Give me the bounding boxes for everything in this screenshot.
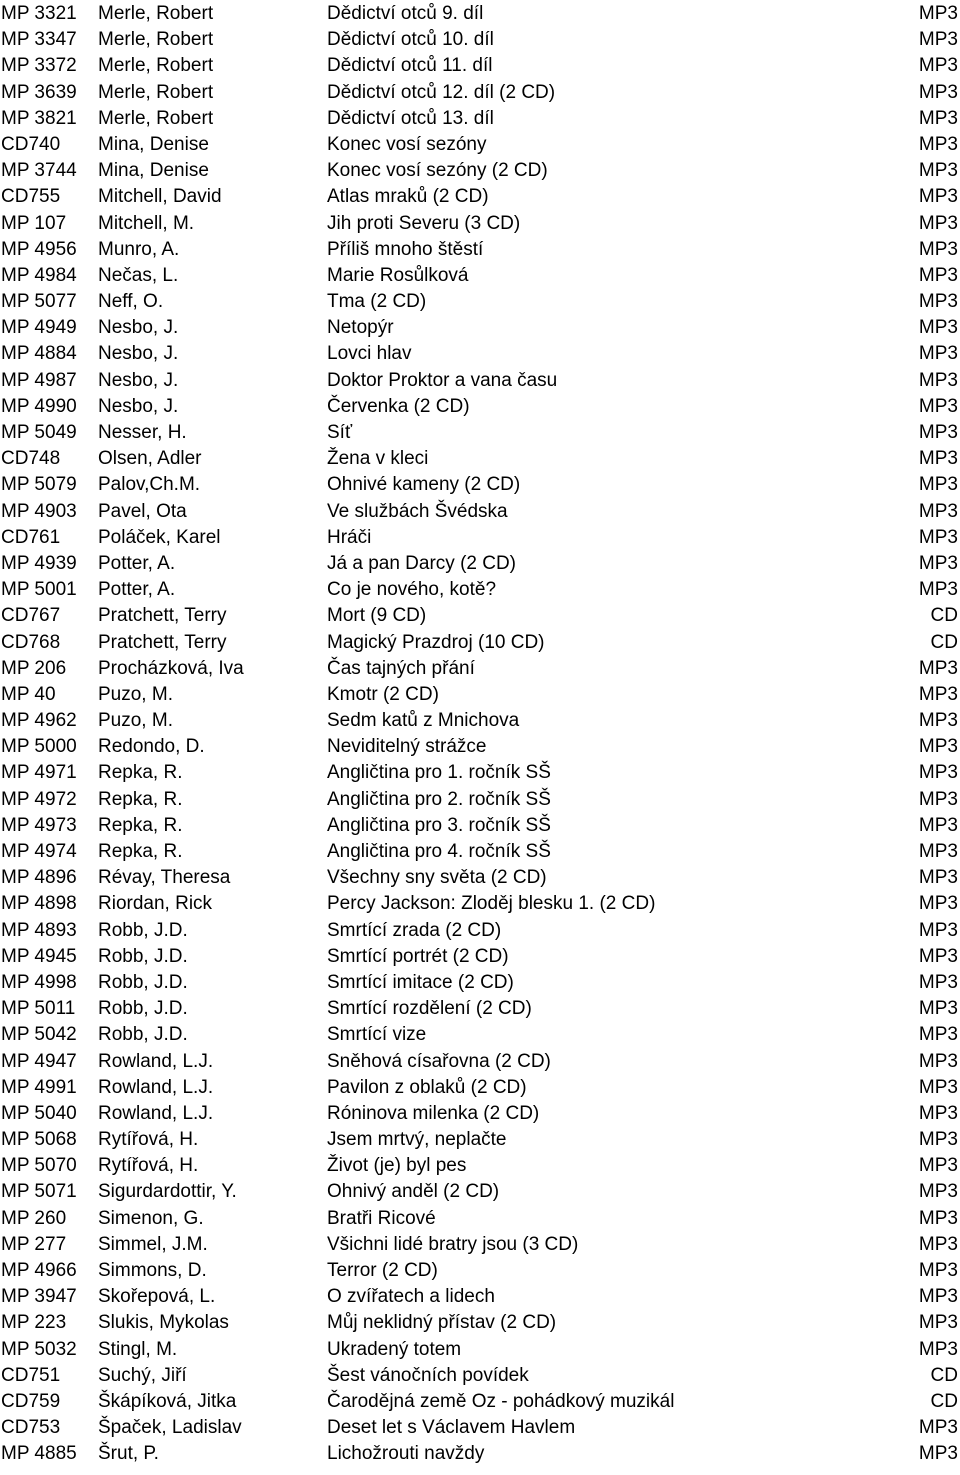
item-title: Čarodějná země Oz - pohádkový muzikál [327, 1390, 675, 1412]
item-format: MP3 [918, 1024, 958, 1046]
item-author: Palov,Ch.M. [98, 474, 201, 496]
list-item [0, 368, 960, 394]
list-item [0, 1, 960, 27]
item-format: MP3 [918, 710, 958, 732]
item-format: MP3 [918, 893, 958, 915]
list-item [0, 1363, 960, 1389]
item-title: Smrtící rozdělení (2 CD) [327, 998, 532, 1020]
item-author: Merle, Robert [98, 55, 214, 77]
list-item [0, 865, 960, 891]
item-title: Já a pan Darcy (2 CD) [327, 552, 517, 574]
item-format: MP3 [918, 1129, 958, 1151]
list-item [0, 1310, 960, 1336]
item-author: Poláček, Karel [98, 526, 221, 548]
item-title: Ohnivé kameny (2 CD) [327, 474, 521, 496]
item-code: MP 4947 [1, 1050, 77, 1072]
item-code: MP 5011 [1, 998, 76, 1020]
item-code: MP 206 [1, 657, 67, 679]
item-code: MP 4973 [1, 814, 77, 836]
item-title: Angličtina pro 4. ročník SŠ [327, 841, 551, 862]
item-title: Smrtící portrét (2 CD) [327, 945, 509, 967]
list-item [0, 996, 960, 1022]
item-author: Potter, A. [98, 552, 176, 574]
list-item [0, 341, 960, 367]
item-title: Sedm katů z Mnichova [327, 710, 520, 732]
item-code: MP 5040 [1, 1102, 77, 1124]
item-code: MP 4896 [1, 867, 77, 889]
item-author: Merle, Robert [98, 107, 214, 129]
list-item [0, 237, 960, 263]
item-code: MP 5032 [1, 1338, 77, 1360]
item-code: MP 4998 [1, 971, 77, 993]
item-code: MP 3347 [1, 29, 77, 51]
list-item [0, 760, 960, 786]
item-format: MP3 [918, 238, 958, 260]
item-code: MP 5049 [1, 422, 77, 443]
item-format: MP3 [918, 762, 958, 784]
item-code: MP 223 [1, 1312, 67, 1334]
list-item [0, 551, 960, 577]
item-format: MP3 [918, 579, 958, 601]
item-code: MP 107 [1, 212, 67, 234]
item-code: MP 4971 [1, 762, 77, 784]
item-title: Jih proti Severu (3 CD) [327, 212, 521, 234]
item-format: MP3 [918, 448, 958, 470]
item-author: Puzo, M. [98, 683, 173, 705]
item-title: Šest vánočních povídek [327, 1364, 529, 1386]
list-item [0, 289, 960, 315]
item-code: MP 5077 [1, 291, 77, 313]
list-item [0, 1415, 960, 1441]
item-format: MP3 [918, 81, 958, 103]
item-title: Mort (9 CD) [327, 605, 427, 627]
item-code: MP 4939 [1, 552, 77, 574]
item-author: Simenon, G. [98, 1207, 204, 1229]
item-author: Mitchell, M. [98, 212, 195, 234]
item-code: MP 4885 [1, 1443, 77, 1465]
item-code: MP 4966 [1, 1260, 77, 1281]
item-author: Repka, R. [98, 788, 183, 810]
item-author: Munro, A. [98, 238, 180, 260]
list-item [0, 27, 960, 53]
item-author: Robb, J.D. [98, 998, 188, 1020]
item-author: Suchý, Jiří [98, 1364, 187, 1386]
list-item [0, 734, 960, 760]
list-item [0, 630, 960, 656]
list-item [0, 394, 960, 420]
item-format: MP3 [918, 1207, 958, 1229]
item-format: MP3 [918, 3, 958, 24]
list-item [0, 1075, 960, 1101]
list-item [0, 1179, 960, 1205]
list-item [0, 315, 960, 341]
item-author: Nečas, L. [98, 264, 179, 286]
item-code: CD753 [1, 1417, 61, 1439]
item-code: MP 4956 [1, 238, 77, 260]
item-format: MP3 [918, 841, 958, 862]
item-code: MP 4949 [1, 317, 77, 339]
item-title: Angličtina pro 1. ročník SŠ [327, 762, 551, 784]
item-title: Život (je) byl pes [327, 1155, 467, 1177]
item-title: Angličtina pro 3. ročník SŠ [327, 814, 551, 836]
item-author: Nesbo, J. [98, 317, 179, 339]
list-item [0, 1206, 960, 1232]
item-format: MP3 [918, 657, 958, 679]
item-title: Smrtící zrada (2 CD) [327, 919, 502, 941]
item-author: Rowland, L.J. [98, 1050, 214, 1072]
item-code: MP 4974 [1, 841, 77, 862]
item-author: Procházková, Iva [98, 657, 244, 679]
item-format: MP3 [918, 1102, 958, 1124]
item-author: Repka, R. [98, 762, 183, 784]
list-item [0, 446, 960, 472]
item-author: Simmons, D. [98, 1260, 207, 1281]
item-author: Redondo, D. [98, 736, 205, 758]
list-item [0, 708, 960, 734]
item-format: MP3 [918, 107, 958, 129]
list-item [0, 577, 960, 603]
item-title: Všechny sny světa (2 CD) [327, 867, 547, 889]
item-code: CD761 [1, 526, 61, 548]
item-title: Deset let s Václavem Havlem [327, 1417, 576, 1439]
item-title: Žena v kleci [327, 448, 429, 470]
item-title: Netopýr [327, 317, 394, 339]
item-code: MP 5079 [1, 474, 77, 496]
item-title: Pavilon z oblaků (2 CD) [327, 1076, 527, 1098]
item-code: MP 4987 [1, 369, 77, 391]
item-title: Červenka (2 CD) [327, 395, 470, 417]
item-title: Lovci hlav [327, 343, 412, 365]
item-author: Mina, Denise [98, 133, 209, 155]
item-author: Repka, R. [98, 814, 183, 836]
item-code: CD748 [1, 448, 61, 470]
item-code: MP 5070 [1, 1155, 77, 1177]
item-code: MP 5001 [1, 579, 77, 601]
list-item [0, 525, 960, 551]
item-title: Terror (2 CD) [327, 1260, 438, 1281]
item-format: MP3 [918, 998, 958, 1020]
item-title: Jsem mrtvý, neplačte [327, 1129, 507, 1151]
item-author: Merle, Robert [98, 3, 214, 24]
item-format: MP3 [918, 736, 958, 758]
item-format: MP3 [918, 788, 958, 810]
item-format: MP3 [918, 422, 958, 443]
list-item [0, 1232, 960, 1258]
item-format: MP3 [918, 683, 958, 705]
item-author: Riordan, Rick [98, 893, 213, 915]
item-code: MP 3639 [1, 81, 77, 103]
item-format: MP3 [918, 1181, 958, 1203]
list-item [0, 970, 960, 996]
item-format: MP3 [918, 1076, 958, 1098]
item-code: MP 4945 [1, 945, 77, 967]
list-item [0, 472, 960, 498]
item-format: MP3 [918, 814, 958, 836]
list-item [0, 211, 960, 237]
list-item [0, 1127, 960, 1153]
item-title: Tma (2 CD) [327, 291, 427, 313]
item-author: Robb, J.D. [98, 919, 188, 941]
list-item [0, 158, 960, 184]
item-author: Slukis, Mykolas [98, 1312, 229, 1334]
item-author: Merle, Robert [98, 29, 214, 51]
item-title: Konec vosí sezóny (2 CD) [327, 160, 548, 182]
item-title: Hráči [327, 526, 372, 548]
item-title: Dědictví otců 11. díl [327, 55, 493, 77]
item-format: MP3 [918, 1417, 958, 1439]
item-format: CD [930, 1390, 958, 1412]
list-item [0, 839, 960, 865]
list-item [0, 603, 960, 629]
item-author: Stingl, M. [98, 1338, 178, 1360]
item-title: Dědictví otců 12. díl (2 CD) [327, 81, 556, 103]
item-code: MP 4884 [1, 343, 77, 365]
item-title: Neviditelný strážce [327, 736, 487, 758]
item-format: MP3 [918, 212, 958, 234]
item-title: Ve službách Švédska [327, 500, 508, 522]
item-format: MP3 [918, 500, 958, 522]
item-code: MP 4893 [1, 919, 77, 941]
item-format: MP3 [918, 317, 958, 339]
item-title: O zvířatech a lidech [327, 1286, 495, 1308]
item-code: MP 3321 [1, 3, 77, 24]
item-author: Rowland, L.J. [98, 1102, 214, 1124]
item-format: MP3 [918, 919, 958, 941]
item-code: MP 277 [1, 1233, 67, 1255]
item-author: Mitchell, David [98, 186, 222, 208]
item-author: Pavel, Ota [98, 500, 187, 522]
item-author: Skořepová, L. [98, 1286, 216, 1308]
item-format: MP3 [918, 1443, 958, 1465]
item-title: Co je nového, kotě? [327, 579, 497, 601]
item-format: MP3 [918, 186, 958, 208]
item-title: Bratři Ricové [327, 1207, 436, 1229]
list-item [0, 1101, 960, 1127]
item-author: Neff, O. [98, 291, 164, 313]
list-item [0, 891, 960, 917]
list-item [0, 420, 960, 446]
item-format: MP3 [918, 1338, 958, 1360]
item-format: MP3 [918, 1312, 958, 1334]
item-format: MP3 [918, 526, 958, 548]
item-author: Rytířová, H. [98, 1129, 199, 1151]
item-title: Doktor Proktor a vana času [327, 369, 558, 391]
item-format: MP3 [918, 1050, 958, 1072]
list-item [0, 787, 960, 813]
item-code: MP 3947 [1, 1286, 77, 1308]
item-author: Rowland, L.J. [98, 1076, 214, 1098]
item-format: CD [930, 605, 958, 627]
item-title: Dědictví otců 10. díl [327, 29, 494, 51]
item-title: Atlas mraků (2 CD) [327, 186, 489, 208]
item-format: MP3 [918, 264, 958, 286]
item-title: Angličtina pro 2. ročník SŠ [327, 788, 551, 810]
item-author: Merle, Robert [98, 81, 214, 103]
item-author: Robb, J.D. [98, 971, 188, 993]
item-code: MP 3372 [1, 55, 77, 77]
item-title: Dědictví otců 13. díl [327, 107, 494, 129]
item-code: MP 4972 [1, 788, 77, 810]
item-code: MP 5000 [1, 736, 77, 758]
item-code: MP 5068 [1, 1129, 77, 1151]
item-title: Příliš mnoho štěstí [327, 238, 484, 260]
item-author: Puzo, M. [98, 710, 173, 732]
item-code: MP 3821 [1, 107, 77, 129]
item-title: Můj neklidný přístav (2 CD) [327, 1312, 557, 1334]
item-title: Sněhová císařovna (2 CD) [327, 1050, 551, 1072]
item-author: Šrut, P. [98, 1443, 159, 1465]
item-title: Róninova milenka (2 CD) [327, 1102, 540, 1124]
item-format: MP3 [918, 291, 958, 313]
list-item [0, 132, 960, 158]
item-code: MP 260 [1, 1207, 67, 1229]
list-item [0, 656, 960, 682]
item-format: MP3 [918, 1233, 958, 1255]
list-item [0, 1258, 960, 1284]
item-title: Síť [327, 422, 353, 443]
item-title: Smrtící vize [327, 1024, 427, 1046]
item-author: Robb, J.D. [98, 1024, 188, 1046]
item-title: Kmotr (2 CD) [327, 683, 439, 705]
list-item [0, 80, 960, 106]
item-author: Nesbo, J. [98, 343, 179, 365]
list-item [0, 918, 960, 944]
list-item [0, 1441, 960, 1467]
item-code: MP 40 [1, 683, 56, 705]
item-format: MP3 [918, 867, 958, 889]
list-item [0, 53, 960, 79]
item-title: Magický Prazdroj (10 CD) [327, 631, 545, 653]
item-author: Pratchett, Terry [98, 631, 227, 653]
item-author: Špaček, Ladislav [98, 1417, 242, 1439]
list-item [0, 106, 960, 132]
item-author: Nesbo, J. [98, 395, 179, 417]
list-item [0, 499, 960, 525]
item-author: Simmel, J.M. [98, 1233, 208, 1255]
item-code: CD740 [1, 133, 61, 155]
item-format: CD [930, 631, 958, 653]
item-author: Pratchett, Terry [98, 605, 227, 627]
item-code: MP 4903 [1, 500, 77, 522]
item-format: MP3 [918, 369, 958, 391]
item-code: CD767 [1, 605, 61, 627]
item-author: Nesser, H. [98, 422, 187, 443]
item-format: MP3 [918, 395, 958, 417]
list-item [0, 1337, 960, 1363]
item-author: Robb, J.D. [98, 945, 188, 967]
list-item [0, 944, 960, 970]
item-format: MP3 [918, 971, 958, 993]
item-title: Percy Jackson: Zloděj blesku 1. (2 CD) [327, 893, 656, 915]
item-format: MP3 [918, 474, 958, 496]
item-format: MP3 [918, 55, 958, 77]
item-author: Škápíková, Jitka [98, 1390, 237, 1412]
item-title: Všichni lidé bratry jsou (3 CD) [327, 1233, 579, 1255]
item-code: MP 3744 [1, 160, 77, 182]
list-item [0, 184, 960, 210]
item-code: MP 4962 [1, 710, 77, 732]
item-code: MP 4898 [1, 893, 77, 915]
item-format: MP3 [918, 343, 958, 365]
item-format: MP3 [918, 552, 958, 574]
item-code: CD751 [1, 1364, 61, 1386]
item-title: Konec vosí sezóny [327, 133, 487, 155]
item-author: Potter, A. [98, 579, 176, 601]
item-format: CD [930, 1364, 958, 1386]
item-author: Sigurdardottir, Y. [98, 1181, 237, 1203]
item-title: Smrtící imitace (2 CD) [327, 971, 514, 993]
item-author: Mina, Denise [98, 160, 209, 182]
item-code: MP 4991 [1, 1076, 77, 1098]
item-format: MP3 [918, 1286, 958, 1308]
item-format: MP3 [918, 1260, 958, 1281]
item-author: Nesbo, J. [98, 369, 179, 391]
list-item [0, 1049, 960, 1075]
list-item [0, 1022, 960, 1048]
item-code: CD755 [1, 186, 61, 208]
item-code: MP 4990 [1, 395, 77, 417]
item-format: MP3 [918, 160, 958, 182]
list-item [0, 682, 960, 708]
item-format: MP3 [918, 945, 958, 967]
item-code: MP 5042 [1, 1024, 77, 1046]
item-title: Marie Rosůlková [327, 264, 469, 286]
list-item [0, 263, 960, 289]
list-item [0, 1389, 960, 1415]
item-author: Repka, R. [98, 841, 183, 862]
item-code: MP 5071 [1, 1181, 77, 1203]
item-author: Révay, Theresa [98, 867, 231, 889]
list-item [0, 1153, 960, 1179]
item-title: Ohnivý anděl (2 CD) [327, 1181, 500, 1203]
list-item [0, 813, 960, 839]
item-author: Rytířová, H. [98, 1155, 199, 1177]
item-title: Čas tajných přání [327, 657, 475, 679]
item-code: MP 4984 [1, 264, 77, 286]
item-format: MP3 [918, 133, 958, 155]
item-title: Ukradený totem [327, 1338, 462, 1360]
item-title: Lichožrouti navždy [327, 1443, 485, 1465]
item-format: MP3 [918, 29, 958, 51]
item-format: MP3 [918, 1155, 958, 1177]
list-item [0, 1284, 960, 1310]
item-title: Dědictví otců 9. díl [327, 3, 484, 24]
item-author: Olsen, Adler [98, 448, 202, 470]
item-code: CD759 [1, 1390, 61, 1412]
item-code: CD768 [1, 631, 61, 653]
